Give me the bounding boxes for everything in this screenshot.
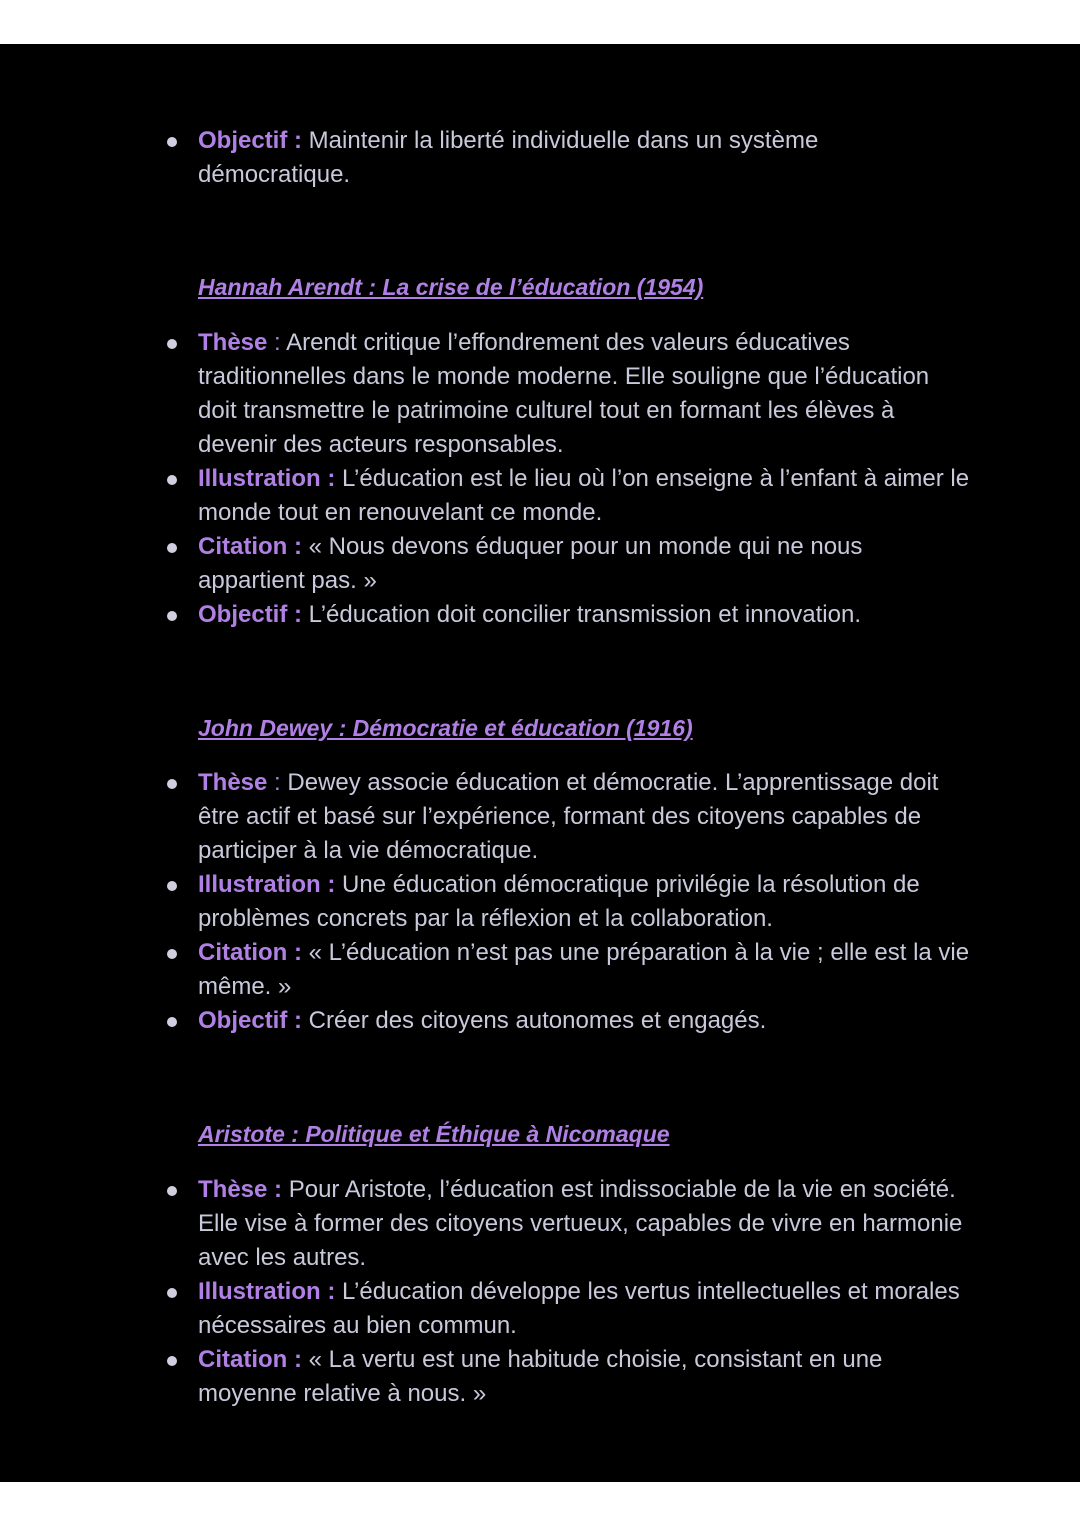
item-separator: : (287, 1346, 302, 1373)
list-item-illustration (0, 868, 1080, 936)
list-item-objectif (0, 598, 1080, 632)
item-text: Créer des citoyens autonomes et engagés. (302, 1007, 767, 1034)
item-separator: : (287, 533, 302, 560)
item-separator: : (320, 465, 336, 492)
item-text: L’éducation développe les vertus intellectuelles et morales nécessaires au bien commun. (198, 1278, 960, 1339)
item-text: Dewey associe éducation et démocratie. L’apprentissage doit être actif et basé sur l’expérience, formant des citoyens capables de participer à la vie démocratique. (198, 769, 939, 864)
item-separator: : (267, 769, 281, 796)
item-label: Thèse (198, 1176, 268, 1203)
list-item-citation (0, 1343, 1080, 1411)
list-item-these (0, 326, 1080, 462)
section-heading-aristote: Aristote : Politique et Éthique à Nicomaque (198, 1121, 670, 1147)
section-arendt (0, 326, 1080, 632)
document-page (0, 44, 1080, 1482)
dewey-list (0, 766, 1080, 1038)
item-label: Illustration (198, 1278, 321, 1305)
list-item-citation (0, 936, 1080, 1004)
item-label: Objectif (198, 601, 288, 628)
list-item-illustration (0, 462, 1080, 530)
list-item-citation (0, 530, 1080, 598)
aristote-list (0, 1173, 1080, 1411)
section-heading-dewey: John Dewey : Démocratie et éducation (1916) (198, 715, 693, 741)
item-text: Une éducation démocratique privilégie la résolution de problèmes concrets par la réflexion et la collaboration. (198, 871, 920, 932)
item-text: « Nous devons éduquer pour un monde qui ne nous appartient pas. » (198, 533, 863, 594)
list-item-these (0, 766, 1080, 868)
item-separator: : (287, 127, 303, 154)
item-text: L’éducation doit concilier transmission et innovation. (302, 601, 861, 628)
item-label: Citation (198, 533, 288, 560)
item-separator: : (320, 871, 336, 898)
list-item-illustration (0, 1275, 1080, 1343)
item-separator: : (320, 1278, 336, 1305)
list-item-these (0, 1173, 1080, 1275)
list-item-objectif (0, 124, 1080, 192)
item-label: Objectif (198, 127, 288, 154)
item-label: Citation (198, 939, 288, 966)
item-label: Objectif (198, 1007, 288, 1034)
section-aristote (0, 1173, 1080, 1411)
item-separator: : (287, 601, 303, 628)
item-separator: : (287, 939, 302, 966)
item-text: Maintenir la liberté individuelle dans un système démocratique. (198, 127, 819, 188)
section-dewey (0, 766, 1080, 1038)
item-label: Illustration (198, 871, 321, 898)
intro-section (0, 124, 1080, 192)
item-label: Illustration (198, 465, 321, 492)
intro-list (0, 124, 1080, 192)
item-text: « La vertu est une habitude choisie, consistant en une moyenne relative à nous. » (198, 1346, 883, 1407)
item-separator: : (267, 329, 281, 356)
item-separator: : (287, 1007, 303, 1034)
item-text: Pour Aristote, l’éducation est indissociable de la vie en société. Elle vise à former des citoyens vertueux, capables de vivre en harmonie avec les autres. (198, 1176, 963, 1271)
item-label: Thèse (198, 329, 268, 356)
item-label: Thèse (198, 769, 268, 796)
list-item-objectif (0, 1004, 1080, 1038)
item-label: Citation (198, 1346, 288, 1373)
item-text: L’éducation est le lieu où l’on enseigne à l’enfant à aimer le monde tout en renouvelant ce monde. (198, 465, 970, 526)
section-heading-arendt: Hannah Arendt : La crise de l’éducation (1954) (198, 274, 704, 300)
item-text: Arendt critique l’effondrement des valeurs éducatives traditionnelles dans le monde moderne. Elle souligne que l’éducation doit transmettre le patrimoine culturel tout en formant les élèves à devenir des acteurs responsables. (198, 329, 930, 458)
arendt-list (0, 326, 1080, 632)
item-separator: : (267, 1176, 283, 1203)
item-text: « L’éducation n’est pas une préparation à la vie ; elle est la vie même. » (198, 939, 970, 1000)
